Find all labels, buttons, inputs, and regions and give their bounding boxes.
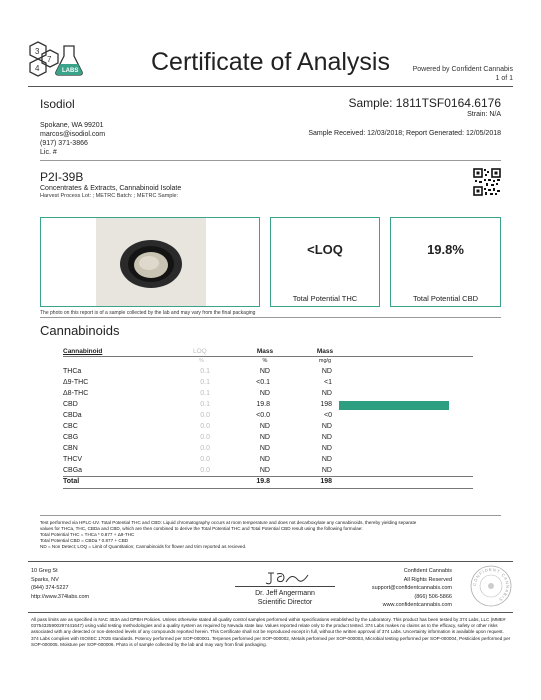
legal-divider xyxy=(28,612,513,613)
methods-line-5: ND = Non Detect; LOQ = Limit of Quantitation; Cannabinoids for flower and trim reported as recieved. xyxy=(40,544,247,549)
thc-label: Total Potential THC xyxy=(292,294,358,303)
confident-cannabis-seal xyxy=(470,565,512,607)
table-bottom-rule xyxy=(63,488,473,489)
methods-line-1: Test performed via HPLC-UV. Total Potential THC and CBD: Liquid chromatography occurs at room temperature and does not decarboxylate any cannabinoids, thereby yielding separate xyxy=(40,520,417,525)
cc-rights: All Rights Reserved xyxy=(403,576,452,583)
row-mass-mg: ND xyxy=(321,445,332,452)
cc-email[interactable]: support@confidentcannabis.com xyxy=(371,585,452,591)
sample-strain: Strain: N/A xyxy=(467,111,501,118)
logo-digit-4: 4 xyxy=(35,64,40,73)
sample-photo xyxy=(96,218,206,306)
row-mass-mg: ND xyxy=(321,434,332,441)
product-batch: Harvest Process Lot: ; METRC Batch: ; METRC Sample: xyxy=(40,193,179,199)
row-loq: 0.0 xyxy=(200,456,210,463)
row-mass-pct: <0.1 xyxy=(256,379,270,386)
row-mass-mg: ND xyxy=(321,456,332,463)
page-title: Certificate of Analysis xyxy=(151,48,390,76)
row-mass-pct: 19.8 xyxy=(256,401,270,408)
client-city: Spokane, WA 99201 xyxy=(40,122,104,129)
row-mass-pct: ND xyxy=(259,423,270,430)
qr-code-icon xyxy=(473,168,501,196)
methods-divider xyxy=(40,515,501,516)
client-divider xyxy=(40,160,501,161)
client-contact xyxy=(40,121,105,157)
page-number: 1 of 1 xyxy=(495,75,513,82)
row-mass-pct: ND xyxy=(259,434,270,441)
footer-divider xyxy=(28,561,513,562)
thc-summary-card xyxy=(270,217,380,307)
cc-url[interactable]: www.confidentcannabis.com xyxy=(382,602,452,608)
section-title: Cannabinoids xyxy=(40,323,120,338)
row-loq: 0.1 xyxy=(200,390,210,397)
lab-phone: (844) 374-5227 xyxy=(31,585,69,591)
col-cannabinoid: Cannabinoid xyxy=(63,348,103,355)
sample-dates: Sample Received: 12/03/2018; Report Generated: 12/05/2018 xyxy=(308,130,501,137)
signer-title: Scientific Director xyxy=(257,599,313,606)
row-mass-mg: ND xyxy=(321,368,332,375)
row-analyte: Δ8-THC xyxy=(63,390,89,397)
col-loq: LOQ xyxy=(193,348,207,355)
header-rule xyxy=(63,356,473,357)
summary-divider xyxy=(40,317,501,318)
signer-block xyxy=(232,589,338,607)
client-license: Lic. # xyxy=(40,149,57,156)
signature-line xyxy=(235,586,335,587)
total-mg: 198 xyxy=(320,478,332,485)
row-mass-mg: ND xyxy=(321,467,332,474)
cbd-value: 19.8% xyxy=(427,242,464,257)
row-analyte: THCV xyxy=(63,456,83,463)
cbd-summary-card xyxy=(390,217,501,307)
legal-disclaimer: All pass limits are as specified in NAC 453A and DPBH Policies. Unless otherwise stated all quality control samples performed within specifications established by the Laboratory. This product has been tested by 374 Labs, LLC (MME# 03754325900297441647) using valid testing methodologies and a quality system as required by Nevada state law. Values reported relate only to the product tested. 374 Labs makes no claims as to the efficacy, safety or other risks associated with any detected or non-detected levels of any compounds reported herein. This Certificate shall not be reproduced except in full, without the written approval of 374 Labs. Uncertainty information is available upon request. 374 Labs complies with ISO/IEC 17025 standards. Potency performed per SOP-000001. Terpenes performed per SOP-000002, Metals performed per SOP-000003, Microbial testing performed per SOP-000004, Pesticides performed per SOP-000005. Moisture per SOP-000006. Photo is of sample collected by the lab and may vary from final packaging. xyxy=(31,617,511,647)
row-mass-mg: ND xyxy=(321,423,332,430)
row-loq: 0.1 xyxy=(200,379,210,386)
client-name: Isodiol xyxy=(40,97,75,111)
seal-text: CONFIDENT CANNABIS xyxy=(471,566,511,603)
row-analyte: Δ9-THC xyxy=(63,379,89,386)
row-mass-pct: <0.0 xyxy=(256,412,270,419)
client-phone: (917) 371-3866 xyxy=(40,140,88,147)
cbd-label: Total Potential CBD xyxy=(412,294,479,303)
unit-loq: % xyxy=(199,358,204,364)
row-loq: 0.0 xyxy=(200,434,210,441)
total-label: Total xyxy=(63,478,80,485)
row-analyte: CBC xyxy=(63,423,78,430)
row-analyte: CBGa xyxy=(63,467,83,474)
row-mass-mg: <1 xyxy=(324,379,332,386)
header-divider xyxy=(28,86,513,87)
row-mass-pct: ND xyxy=(259,368,270,375)
row-loq: 0.1 xyxy=(200,401,210,408)
row-mass-mg: 198 xyxy=(320,401,332,408)
row-loq: 0.1 xyxy=(200,368,210,375)
lab-address: 10 Greg St xyxy=(31,568,58,574)
row-mass-pct: ND xyxy=(259,467,270,474)
row-analyte: THCa xyxy=(63,368,82,375)
cc-phone: (866) 506-5866 xyxy=(414,593,452,600)
row-loq: 0.0 xyxy=(200,467,210,474)
logo-badge: LABS xyxy=(62,68,79,74)
powered-by-text: Powered by Confident Cannabis xyxy=(412,66,513,73)
client-email: marcos@isodiol.com xyxy=(40,131,106,138)
lab-city: Sparks, NV xyxy=(31,576,59,583)
cc-contact xyxy=(372,567,452,610)
methods-line-3: Total Potential THC = THCa * 0.877 + Δ9-THC xyxy=(40,532,135,537)
total-rule xyxy=(63,476,473,477)
unit-mass-mg: mg/g xyxy=(318,358,332,364)
methods-note xyxy=(40,520,500,550)
row-analyte: CBG xyxy=(63,434,79,441)
photo-note: The photo on this report is of a sample collected by the lab and may vary from the final packaging xyxy=(40,310,256,316)
row-analyte: CBN xyxy=(63,445,78,452)
row-loq: 0.0 xyxy=(200,423,210,430)
cbd-result-bar xyxy=(339,401,449,410)
methods-line-4: Total Potential CBD = CBDa * 0.877 + CBD xyxy=(40,538,129,543)
cc-name: Confident Cannabis xyxy=(403,568,452,574)
row-mass-pct: ND xyxy=(259,445,270,452)
row-mass-mg: <0 xyxy=(324,412,332,419)
powered-by xyxy=(413,65,513,83)
sample-id: Sample: 1811TSF0164.6176 xyxy=(348,96,501,110)
logo-digit-3: 3 xyxy=(35,47,40,56)
row-analyte: CBD xyxy=(63,401,78,408)
signature-image xyxy=(262,570,312,586)
row-analyte: CBDa xyxy=(63,412,82,419)
row-mass-pct: ND xyxy=(259,456,270,463)
lab-url[interactable]: http://www.374labs.com xyxy=(31,593,90,600)
row-mass-pct: ND xyxy=(259,390,270,397)
product-name: P2I-39B xyxy=(40,170,84,184)
product-jar-image xyxy=(96,218,206,306)
unit-mass-pct: % xyxy=(262,358,268,364)
col-mass-mg: Mass xyxy=(316,348,334,355)
signer-name: Dr. Jeff Angermann xyxy=(255,590,315,597)
row-loq: 0.0 xyxy=(200,412,210,419)
col-mass-pct: Mass xyxy=(256,348,274,355)
row-loq: 0.0 xyxy=(200,445,210,452)
lab-contact xyxy=(31,567,89,601)
row-mass-mg: ND xyxy=(321,390,332,397)
methods-line-2: values for THCa, THC, CBDa and CBD, which are then combined to derive the Total Potential THC and Total Potential CBD result using the following formulae: xyxy=(40,526,363,531)
thc-value: <LOQ xyxy=(307,242,343,257)
product-category: Concentrates & Extracts, Cannabinoid Isolate xyxy=(40,185,182,192)
logo-digit-7: 7 xyxy=(47,55,52,64)
total-pct: 19.8 xyxy=(256,478,270,485)
